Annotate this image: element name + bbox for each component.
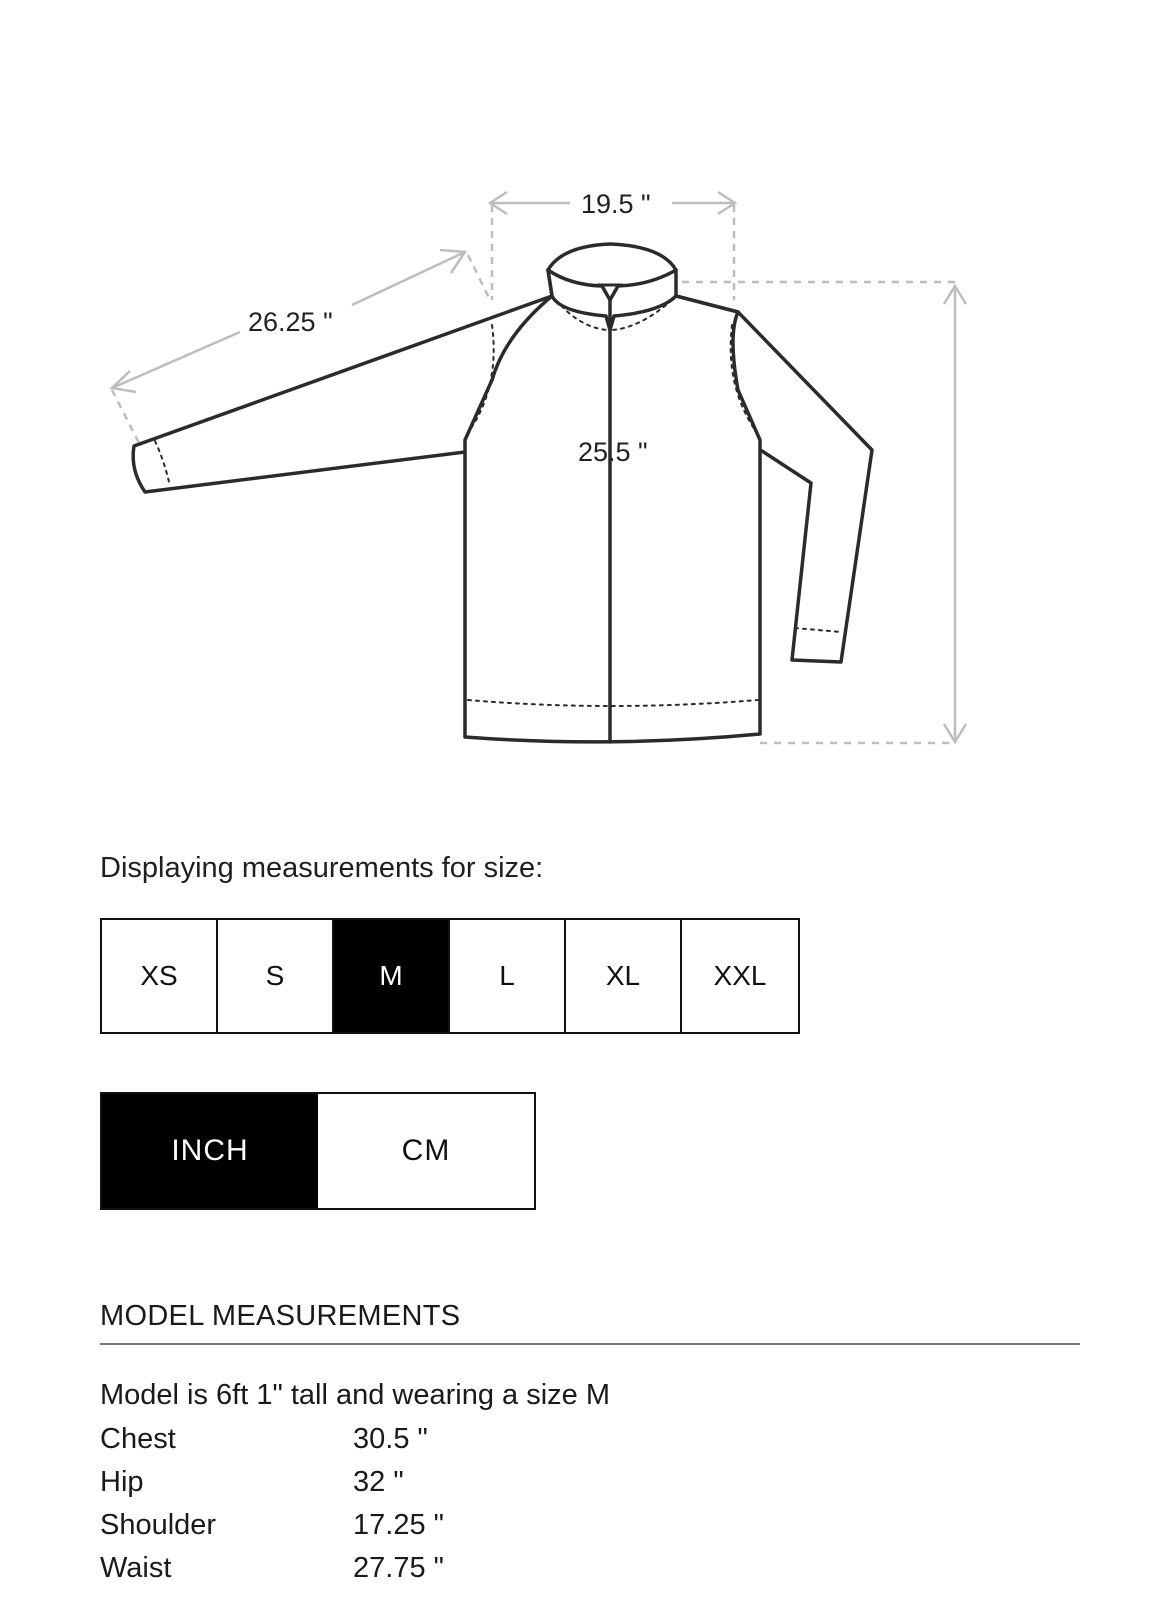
size-option-m[interactable]: M [334,920,450,1032]
unit-toggle [100,1092,536,1210]
model-measurements-section [100,1300,1080,1590]
measurement-label: Waist [100,1552,172,1584]
sleeve-length-label: 26.25 " [248,307,333,337]
measurement-value: 32 " [353,1466,404,1498]
size-option-l[interactable]: L [450,920,566,1032]
measurement-label: Hip [100,1466,144,1498]
model-measurements-heading: MODEL MEASUREMENTS [100,1300,1080,1345]
shoulder-width-label: 19.5 " [581,189,651,219]
jacket-outline [133,244,872,742]
size-selector [100,918,800,1034]
size-option-s[interactable]: S [218,920,334,1032]
model-measurements-table [100,1418,1080,1590]
size-option-xl[interactable]: XL [566,920,682,1032]
measurement-value: 27.75 " [353,1552,444,1584]
model-intro-text: Model is 6ft 1" tall and wearing a size M [100,1379,610,1411]
unit-option-cm[interactable]: CM [318,1094,534,1208]
model-row-chest [100,1418,1080,1461]
unit-option-inch[interactable]: INCH [102,1094,318,1208]
measurement-label: Shoulder [100,1509,217,1541]
size-option-xs[interactable]: XS [102,920,218,1032]
model-row-hip [100,1461,1080,1504]
model-row-waist [100,1547,1080,1590]
chest-width-label: 25.5 " [578,437,648,467]
size-option-xxl[interactable]: XXL [682,920,798,1032]
size-caption: Displaying measurements for size: [100,852,544,884]
model-row-shoulder [100,1504,1080,1547]
measurement-value: 30.5 " [353,1423,428,1455]
measurement-label: Chest [100,1423,176,1455]
measurement-value: 17.25 " [353,1509,444,1541]
